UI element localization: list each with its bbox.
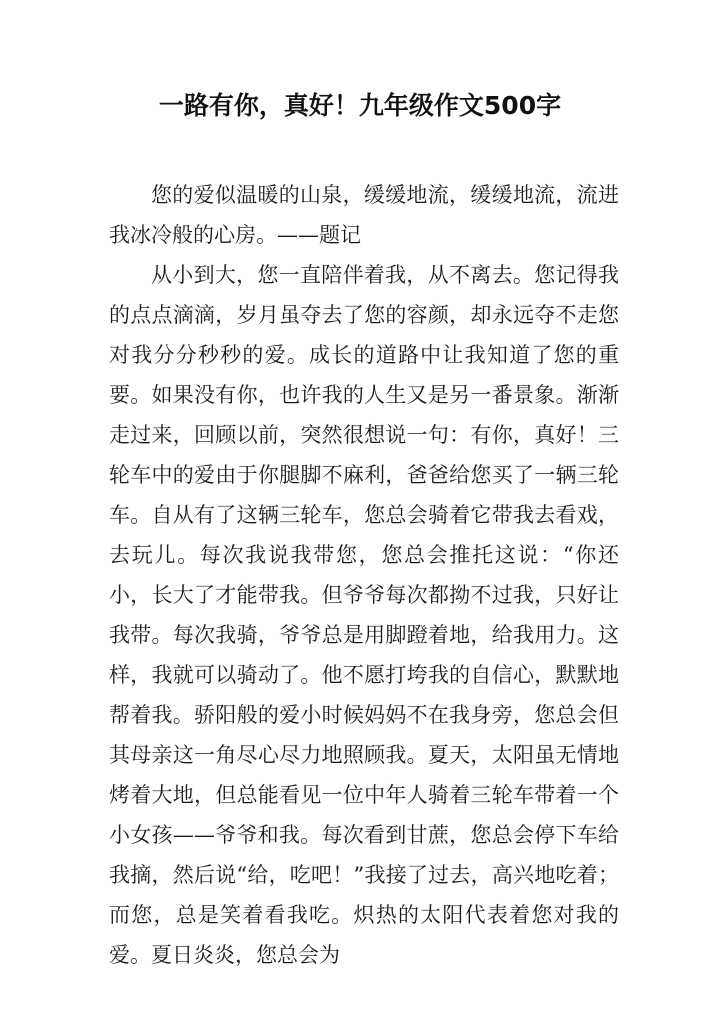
paragraph-main: 从小到大，您一直陪伴着我，从不离去。您记得我的点点滴滴，岁月虽夺去了您的容颜，却永远夺不走您对我分分秒秒的爱。成长的道路中让我知道了您的重要。如果没有你，也许我的人生又是另一番景象。渐渐走过来，回顾以前，突然很想说一句：有你，真好！三轮车中的爱由于你腿脚不麻利，爸爸给您买了一辆三轮车。自从有了这辆三轮车，您总会骑着它带我去看戏，去玩儿。每次我说我带您，您总会推托这说：“你还小，长大了才能带我。但爷爷每次都拗不过我，只好让我带。每次我骑，爷爷总是用脚蹬着地，给我用力。这样，我就可以骑动了。他不愿打垮我的自信心，默默地帮着我。骄阳般的爱小时候妈妈不在我身旁，您总会但其母亲这一角尽心尽力地照顾我。夏天，太阳虽无情地烤着大地，但总能看见一位中年人骑着三轮车带着一个小女孩——爷爷和我。每次看到甘蔗，您总会停下车给我摘，然后说“给，吃吧！”我接了过去，高兴地吃着；而您，总是笑着看我吃。炽热的太阳代表着您对我的爱。夏日炎炎，您总会为 xyxy=(109,263,619,967)
document-title: 一路有你，真好！九年级作文500字 xyxy=(158,91,562,120)
paragraph-epigraph: 您的爱似温暖的山泉，缓缓地流，缓缓地流，流进我冰冷般的心房。——题记 xyxy=(109,183,619,247)
document-body xyxy=(109,175,619,975)
